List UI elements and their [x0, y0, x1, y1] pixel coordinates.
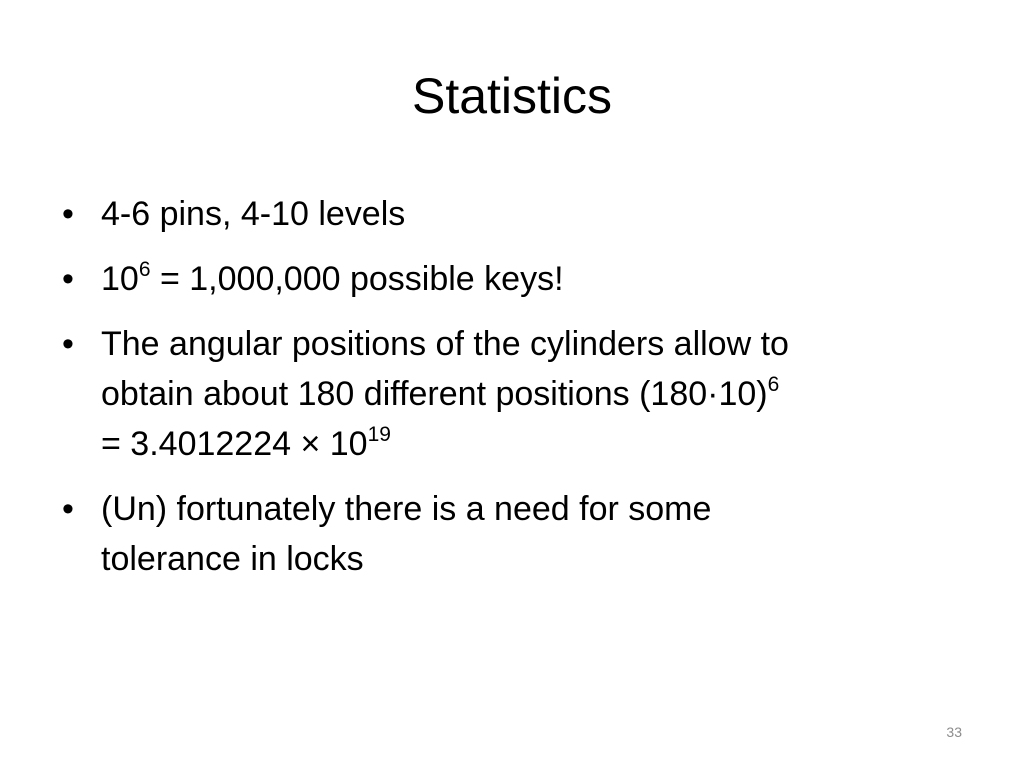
bullet-marker: •	[62, 325, 74, 363]
bullet-marker: •	[62, 195, 74, 233]
bullet-item-possible-keys	[62, 254, 972, 304]
bullet-line: The angular positions of the cylinders allow to	[101, 325, 789, 363]
bullet-text: 4-6 pins, 4-10 levels	[101, 195, 406, 233]
bullet-line: tolerance in locks	[101, 540, 364, 578]
bullet-rest-text: = 1,000,000 possible keys!	[150, 260, 564, 298]
slide-title: Statistics	[411, 68, 613, 124]
bullet-item-angular-positions	[62, 319, 972, 469]
bullet-item-pins-levels	[62, 189, 972, 239]
bullet-line-text: obtain about 180 different positions (180·10)	[101, 375, 768, 413]
bullet-line-text: = 3.4012224 × 10	[101, 425, 368, 463]
bullet-marker: •	[62, 490, 74, 528]
bullet-text	[101, 484, 972, 584]
power-exponent: 6	[138, 257, 151, 281]
bullet-line: (Un) fortunately there is a need for some	[101, 490, 712, 528]
bullet-line	[101, 419, 972, 469]
power-exponent: 6	[767, 372, 780, 396]
bullet-list	[62, 189, 972, 599]
bullet-text	[101, 319, 972, 469]
slide-page-number: 33	[946, 724, 962, 740]
power-base: 10	[101, 260, 139, 298]
power-exponent: 19	[367, 422, 391, 446]
bullet-text	[101, 257, 564, 298]
bullet-marker: •	[62, 260, 74, 298]
bullet-item-tolerance	[62, 484, 972, 584]
bullet-line	[101, 369, 972, 419]
